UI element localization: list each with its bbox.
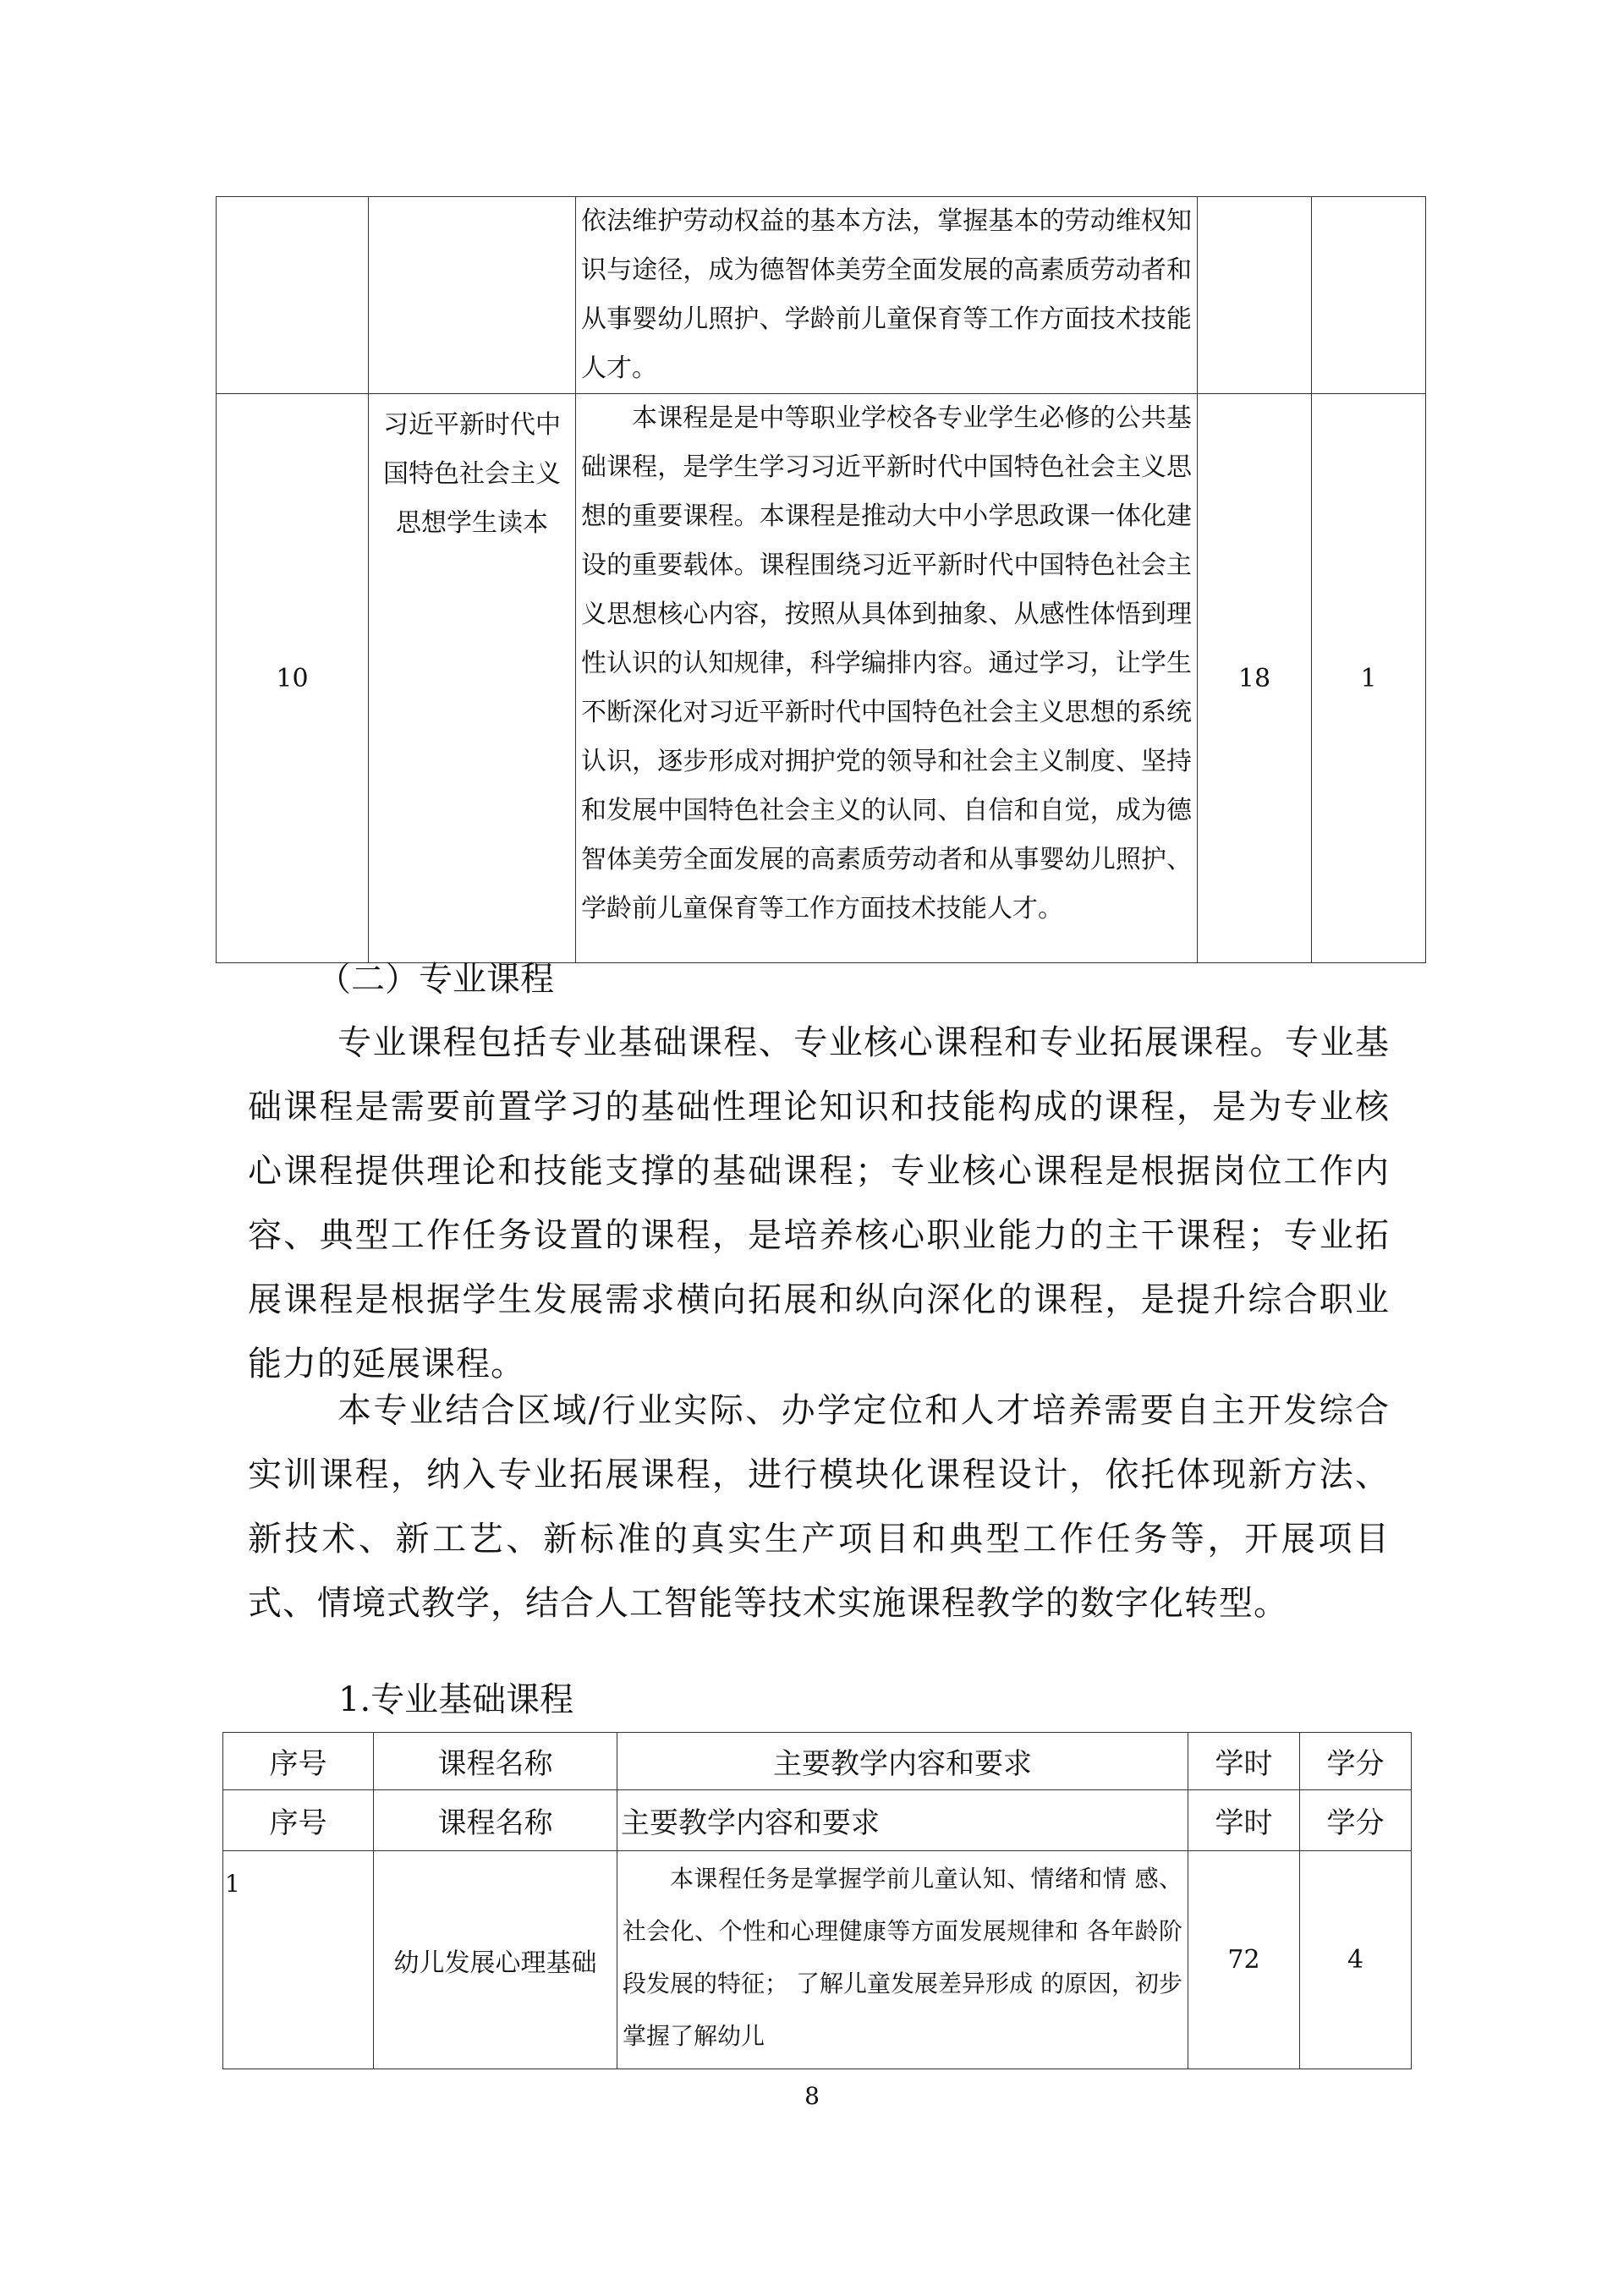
table-header-row [223,1733,1412,1790]
cell-credits: 1 [1312,394,1426,963]
table-row [217,394,1426,963]
cell-content: 依法维护劳动权益的基本方法，掌握基本的劳动维权知识与途径，成为德智体美劳全面发展的高素质劳动者和从事婴幼儿照护、学龄前儿童保育等工作方面技术技能人才。 [581,206,1192,383]
header-credits: 学分 [1300,1790,1412,1851]
cell-hours [1198,197,1312,394]
page-number: 8 [804,2082,820,2110]
cell-course-name [369,197,576,394]
cell-course-name: 习近平新时代中国特色社会主义思想学生读本 [383,410,561,538]
header-hours: 学时 [1188,1733,1300,1790]
table-header-row [223,1790,1412,1851]
header-course-name: 课程名称 [374,1790,617,1851]
cell-credits: 4 [1300,1851,1412,2069]
paragraph-professional-courses: 专业课程包括专业基础课程、专业核心课程和专业拓展课程。专业基础课程是需要前置学习的基础性理论知识和技能构成的课程，是为专业核心课程提供理论和技能支撑的基础课程；专业核心课程是根据岗位工作内容、典型工作任务设置的课程，是培养核心职业能力的主干课程；专业拓展课程是根据学生发展需求横向拓展和纵向深化的课程，是提升综合职业能力的延展课程。 [248,1023,1390,1384]
table-row [223,1851,1412,2069]
header-hours: 学时 [1188,1790,1300,1851]
cell-hours: 18 [1198,394,1312,963]
cell-course-name: 幼儿发展心理基础 [374,1851,617,2069]
subsection-heading: 1.专业基础课程 [338,1680,574,1719]
header-content: 主要教学内容和要求 [617,1790,1188,1851]
cell-number [217,197,369,394]
header-credits: 学分 [1300,1733,1412,1790]
course-table-foundation [222,1732,1412,2069]
paragraph-program-development: 本专业结合区域/行业实际、办学定位和人才培养需要自主开发综合实训课程，纳入专业拓展课程，进行模块化课程设计，依托体现新方法、新技术、新工艺、新标准的真实生产项目和典型工作任务等，开展项目式、情境式教学，结合人工智能等技术实施课程教学的数字化转型。 [248,1391,1390,1623]
header-course-name: 课程名称 [374,1733,617,1790]
cell-number: 1 [223,1851,374,2069]
cell-credits [1312,197,1426,394]
cell-hours: 72 [1188,1851,1300,2069]
cell-number: 10 [217,394,369,963]
cell-content: 本课程是是中等职业学校各专业学生必修的公共基础课程，是学生学习习近平新时代中国特色社会主义思想的重要课程。本课程是推动大中小学思政课一体化建设的重要载体。课程围绕习近平新时代中国特色社会主义思想核心内容，按照从具体到抽象、从感性体悟到理性认识的认知规律，科学编排内容。通过学习，让学生不断深化对习近平新时代中国特色社会主义思想的系统认识，逐步形成对拥护党的领导和社会主义制度、坚持和发展中国特色社会主义的认同、自信和自觉，成为德智体美劳全面发展的高素质劳动者和从事婴幼儿照护、学龄前儿童保育等工作方面技术技能人才。 [581,403,1192,923]
table-row [217,197,1426,394]
cell-content: 本课程任务是掌握学前儿童认知、情绪和情 感、社会化、个性和心理健康等方面发展规律和 各年龄阶段发展的特征； 了解儿童发展差异形成 的原因，初步掌握了解幼儿 [623,1865,1182,2050]
header-content: 主要教学内容和要求 [617,1733,1188,1790]
course-table-public [216,196,1426,963]
header-number: 序号 [223,1733,374,1790]
section-heading: （二）专业课程 [317,960,554,999]
header-number: 序号 [223,1790,374,1851]
